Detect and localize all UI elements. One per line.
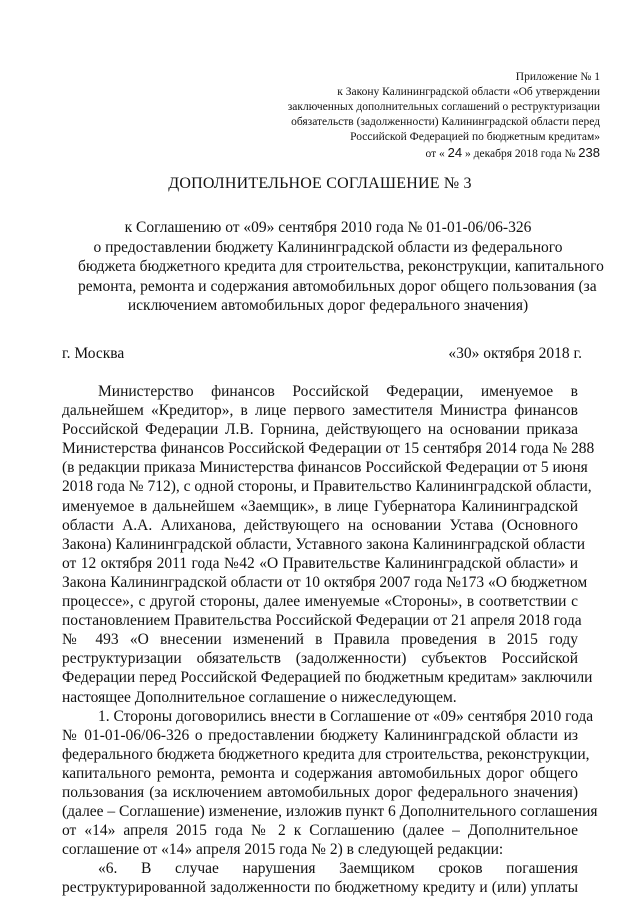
annex-line: Приложение № 1	[515, 71, 600, 83]
body-line: пользования (за исключением автомобильных дорог федерального значения)	[62, 783, 578, 801]
document-body	[62, 382, 598, 898]
body-line: «6. В случае нарушения Заемщиком сроков погашения	[98, 860, 578, 878]
body-line: Министерства финансов Российской Федерации от 15 сентября 2014 года № 288	[62, 440, 595, 458]
annex-date-day: 24	[447, 145, 463, 160]
body-line: соглашение от «14» апреля 2015 года № 2) в следующей редакции:	[62, 841, 504, 859]
annex-date-year: 2018 года №	[514, 148, 576, 160]
document-title: ДОПОЛНИТЕЛЬНОЕ СОГЛАШЕНИЕ № 3	[168, 175, 472, 192]
body-line: № 493 «О внесении изменений в Правила проведения в 2015 году	[62, 631, 578, 649]
annex-line: Российской Федерацией по бюджетным кредитам»	[350, 131, 600, 143]
body-line: Министерство финансов Российской Федерации, именуемое в	[98, 383, 578, 400]
body-line: 1. Стороны договорились внести в Соглашение от «09» сентября 2010 года	[98, 707, 594, 725]
body-line: реструктурированной задолженности по бюджетному кредиту и (или) уплаты	[62, 879, 578, 897]
annex-date-number: 238	[578, 145, 600, 160]
body-line: настоящее Дополнительное соглашение о нижеследующем.	[62, 688, 457, 706]
body-line: области А.А. Алиханова, действующего на основании Устава (Основного	[62, 516, 578, 534]
annex-header	[240, 70, 600, 162]
body-line: реструктуризации обязательств (задолженности) субъектов Российской	[62, 650, 578, 668]
body-line: от «14» апреля 2015 года № 2 к Соглашению (далее – Дополнительное	[62, 822, 578, 840]
body-line: Закона) Калининградской области, Уставного закона Калининградской области	[62, 535, 586, 553]
body-line: Закона Калининградской области от 10 октября 2007 года №173 «О бюджетном	[62, 573, 588, 591]
body-line: (в редакции приказа Министерства финансов Российской Федерации от 5 июня	[62, 459, 588, 477]
subtitle-line: о предоставлении бюджету Калининградской области из федерального	[93, 238, 563, 256]
annex-line: заключенных дополнительных соглашений о реструктуризации	[287, 101, 600, 113]
body-line: от 12 октября 2011 года №42 «О Правительстве Калининградской области» и	[62, 554, 578, 572]
body-line: именуемое в дальнейшем «Заемщик», в лице Губернатора Калининградской	[62, 497, 578, 515]
subtitle-line: бюджета бюджетного кредита для строительства, реконструкции, капитального	[78, 258, 604, 275]
body-line: процессе», с другой стороны, далее именуемые «Стороны», в соответствии с	[62, 593, 578, 611]
place-date-row	[62, 345, 582, 363]
body-line: (далее – Соглашение) изменение, изложив пункт 6 Дополнительного соглашения	[62, 803, 598, 821]
subtitle-line: к Соглашению от «09» сентября 2010 года № 01-01-06/06-326	[124, 219, 532, 236]
body-line: капитального ремонта, ремонта и содержания автомобильных дорог общего	[62, 764, 578, 782]
agreement-date: «30» октября 2018 г.	[448, 345, 582, 362]
place-city: г. Москва	[62, 345, 125, 362]
body-line: дальнейшем «Кредитор», в лице первого заместителя Министра финансов	[62, 402, 578, 420]
annex-line: обязательств (задолженности) Калининградской области перед	[291, 116, 600, 128]
annex-date-line	[240, 145, 600, 162]
body-line: 2018 года № 712), с одной стороны, и Правительство Калининградской области,	[62, 478, 592, 496]
body-line: федерального бюджета бюджетного кредита для строительства, реконструкции,	[62, 745, 590, 763]
body-line: постановлением Правительства Российской Федерации от 21 апреля 2018 года	[62, 612, 582, 630]
body-line: Федерации перед Российской Федерацией по бюджетным кредитам» заключили	[62, 669, 593, 687]
annex-line: к Закону Калининградской области «Об утверждении	[337, 86, 600, 98]
body-line: № 01-01-06/06-326 о предоставлении бюджету Калининградской области из	[62, 726, 578, 744]
body-line: Российской Федерации Л.В. Горнина, действующего на основании приказа	[62, 421, 578, 439]
annex-date-prefix: от «	[425, 148, 445, 160]
document-subtitle	[78, 218, 604, 316]
subtitle-line: исключением автомобильных дорог федерального значения)	[127, 297, 529, 314]
annex-date-month: » декабря	[465, 148, 513, 160]
subtitle-line: ремонта, ремонта и содержания автомобильных дорог общего пользования (за	[78, 277, 597, 295]
